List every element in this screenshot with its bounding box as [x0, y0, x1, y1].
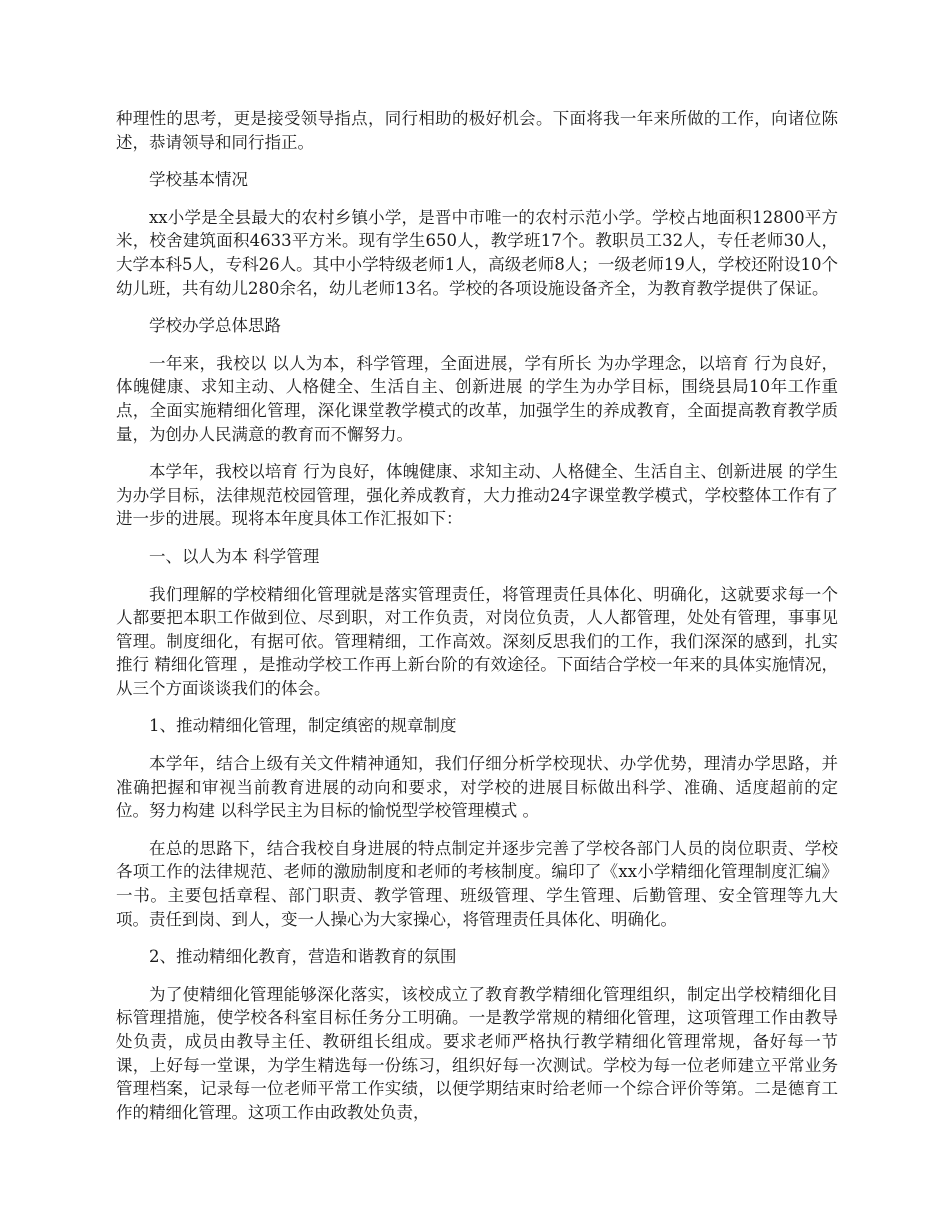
paragraph-this-school-year: 本学年，我校以培育 行为良好，体魄健康、求知主动、人格健全、生活自主、创新进展 的学生为办学目标，法律规范校园管理，强化养成教育，大力推动24字课堂教学模式，学校整体工作有了进一步的进展。现将本年度具体工作汇报如下： [116, 462, 838, 529]
document-body [116, 107, 838, 1138]
paragraph-school-basics: xx小学是全县最大的农村乡镇小学，是晋中市唯一的农村示范小学。学校占地面积12800平方米，校舍建筑面积4633平方米。现有学生650人，教学班17个。教职员工32人，专任老师30人，大学本科5人，专科26人。其中小学特级老师1人，高级老师8人；一级老师19人，学校还附设10个幼儿班，共有幼儿280余名，幼儿老师13名。学校的各项设施设备齐全，为教育教学提供了保证。 [116, 207, 838, 298]
subheading-harmonious-education: 2、推动精细化教育，营造和谐教育的氛围 [149, 947, 457, 967]
paragraph-system-compilation: 在总的思路下，结合我校自身进展的特点制定并逐步完善了学校各部门人员的岗位职责、学校各项工作的法律规范、老师的激励制度和老师的考核制度。编印了《xx小学精细化管理制度汇编》一书。主要包括章程、部门职责、教学管理、班级管理、学生管理、后勤管理、安全管理等九大项。责任到岗、到人，变一人操心为大家操心，将管理责任具体化、明确化。 [116, 838, 838, 929]
paragraph-management-organization: 为了使精细化管理能够深化落实，该校成立了教育教学精细化管理组织，制定出学校精细化目标管理措施，使学校各科室目标任务分工明确。一是教学常规的精细化管理，这项管理工作由教导处负责，成员由教导主任、教研组长组成。要求老师严格执行教学精细化管理常规，备好每一节课，上好每一堂课，为学生精选每一份练习，组织好每一次测试。学校为每一位老师建立平常业务管理档案，记录每一位老师平常工作实绩，以便学期结束时给老师一个综合评价等第。二是德育工作的精细化管理。这项工作由政教处负责， [116, 984, 838, 1122]
subheading-rules-and-regulations: 1、推动精细化管理，制定缜密的规章制度 [149, 716, 457, 736]
section-heading-people-oriented: 一、以人为本 科学管理 [149, 546, 320, 566]
paragraph-intro-continuation: 种理性的思考，更是接受领导指点，同行相助的极好机会。下面将我一年来所做的工作，向诸位陈述，恭请领导和同行指正。 [116, 109, 838, 152]
paragraph-fine-management: 我们理解的学校精细化管理就是落实管理责任，将管理责任具体化、明确化，这就要求每一个人都要把本职工作做到位、尽到职，对工作负责，对岗位负责，人人都管理，处处有管理，事事见管理。制度细化，有据可依。管理精细，工作高效。深刻反思我们的工作，我们深深的感到，扎实推行 精细化管理 ，是推动学校工作再上新台阶的有效途径。下面结合学校一年来的具体实施情况，从三个方面谈谈我们的体会。 [116, 584, 838, 698]
paragraph-school-year-positioning: 本学年，结合上级有关文件精神通知，我们仔细分析学校现状、办学优势，理清办学思路，并准确把握和审视当前教育进展的动向和要求，对学校的进展目标做出科学、准确、适度超前的定位。努力构建 以科学民主为目标的愉悦型学校管理模式 。 [116, 754, 838, 821]
section-heading-overall-approach: 学校办学总体思路 [149, 316, 281, 336]
paragraph-overall-approach: 一年来，我校以 以人为本，科学管理，全面进展，学有所长 为办学理念，以培育 行为良好，体魄健康、求知主动、人格健全、生活自主、创新进展 的学生为办学目标，围绕县局10年工作重点，全面实施精细化管理，深化课堂教学模式的改革，加强学生的养成教育，全面提高教育教学质量，为创办人民满意的教育而不懈努力。 [116, 353, 838, 444]
section-heading-school-basics: 学校基本情况 [149, 170, 248, 190]
